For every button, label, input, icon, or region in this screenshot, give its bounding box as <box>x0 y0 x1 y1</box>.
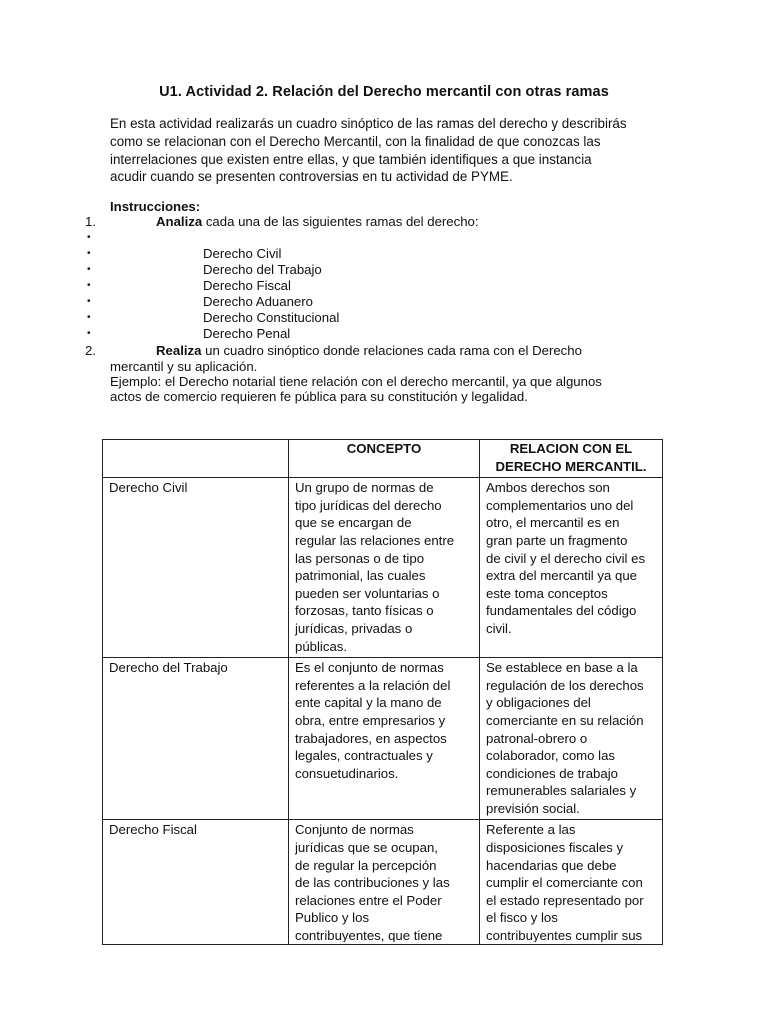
cell-line: patrimonial, las cuales <box>295 568 426 584</box>
concept-cell <box>289 478 480 658</box>
bullet-icon: • <box>87 248 91 259</box>
header-relacion-line: RELACION CON EL <box>509 441 633 456</box>
cell-line: consuetudinarios. <box>295 765 399 781</box>
cell-clip <box>109 821 282 942</box>
cell-line: contribuyentes cumplir sus <box>486 928 643 943</box>
branch-name-cell: Derecho del Trabajo <box>103 658 289 820</box>
relation-cell <box>480 478 663 658</box>
branch-label: Derecho Penal <box>203 326 291 341</box>
cell-line: de las contribuciones y las <box>295 875 450 891</box>
cell-line: Derecho Fiscal <box>109 822 197 838</box>
cell-line: Ambos derechos son <box>486 480 610 496</box>
cell-line: comerciante en su relación <box>486 712 644 728</box>
cell-clip <box>295 821 473 942</box>
intro-line: interrelaciones que existen entre ellas, y que también identifiques a que instancia <box>110 151 592 167</box>
cell-line: gran parte un fragmento <box>486 532 628 548</box>
branch-name-cell <box>103 820 289 945</box>
step-2-verb: Realiza <box>156 343 202 358</box>
header-concepto: CONCEPTO <box>289 440 480 478</box>
cell-line: el fisco y los <box>486 910 558 926</box>
cell-line: regular las relaciones entre <box>295 532 455 548</box>
page-title: U1. Actividad 2. Relación del Derecho mercantil con otras ramas <box>159 84 609 100</box>
step-1-rest: cada una de las siguientes ramas del derecho: <box>202 214 479 229</box>
cell-line: públicas. <box>295 638 348 654</box>
cell-line: y obligaciones del <box>486 695 591 711</box>
example-line: Ejemplo: el Derecho notarial tiene relación con el derecho mercantil, ya que algunos <box>110 374 602 389</box>
cell-line: de civil y el derecho civil es <box>486 550 646 566</box>
header-relacion-line: DERECHO MERCANTIL. <box>495 458 647 474</box>
cell-line: colaborador, como las <box>486 748 616 764</box>
cell-line: tipo jurídicas del derecho <box>295 497 442 513</box>
intro-line: En esta actividad realizarás un cuadro sinóptico de las ramas del derecho y describirás <box>110 116 627 131</box>
cell-line: complementarios uno del <box>486 497 634 513</box>
table-header-row <box>103 440 663 478</box>
branch-label: Derecho del Trabajo <box>203 262 322 277</box>
concept-cell <box>289 658 480 820</box>
bullet-icon: • <box>87 328 91 339</box>
cell-line: condiciones de trabajo <box>486 765 618 781</box>
cell-line: este toma conceptos <box>486 585 608 601</box>
cell-line: pueden ser voluntarias o <box>295 585 440 601</box>
cell-line: civil. <box>486 620 512 636</box>
cell-line: legales, contractuales y <box>295 748 433 764</box>
bullet-icon: • <box>87 232 91 243</box>
instructions-label: Instrucciones: <box>110 199 201 214</box>
step-2-rest: un cuadro sinóptico donde relaciones cada rama con el Derecho <box>201 343 582 358</box>
cell-line: hacendarias que debe <box>486 857 617 873</box>
cell-line: otro, el mercantil es en <box>486 515 620 531</box>
synoptic-table <box>102 439 663 945</box>
step-number: 2. <box>85 343 96 358</box>
header-relacion <box>480 440 663 478</box>
branch-label: Derecho Fiscal <box>203 278 291 293</box>
cell-line: patronal-obrero o <box>486 730 588 746</box>
cell-line: contribuyentes, que tiene <box>295 928 443 943</box>
cell-line: trabajadores, en aspectos <box>295 730 447 746</box>
cell-clip <box>486 821 656 942</box>
cell-line: Conjunto de normas <box>295 822 414 838</box>
cell-line: Es el conjunto de normas <box>295 660 444 676</box>
cell-line: previsión social. <box>486 800 580 816</box>
table-row <box>103 820 663 945</box>
table-row <box>103 658 663 820</box>
branch-label: Derecho Civil <box>203 246 282 261</box>
cell-line: las personas o de tipo <box>295 550 425 566</box>
cell-line: Se establece en base a la <box>486 660 638 676</box>
branch-name-cell: Derecho Civil <box>103 478 289 658</box>
intro-line: como se relacionan con el Derecho Mercantil, con la finalidad de que conozcas las <box>110 133 601 149</box>
bullet-icon: • <box>87 264 91 275</box>
cell-line: obra, entre empresarios y <box>295 712 446 728</box>
cell-line: extra del mercantil ya que <box>486 568 637 584</box>
header-cell-empty <box>103 440 289 478</box>
bullet-icon: • <box>87 312 91 323</box>
relation-cell <box>480 658 663 820</box>
cell-line: relaciones entre el Poder <box>295 892 442 908</box>
cell-line: forzosas, tanto físicas o <box>295 603 434 619</box>
cell-line: de regular la percepción <box>295 857 437 873</box>
step-2-continuation: mercantil y su aplicación. <box>110 359 258 374</box>
cell-line: que se encargan de <box>295 515 412 531</box>
cell-line: regulación de los derechos <box>486 677 644 693</box>
step-2-text <box>156 343 582 359</box>
step-number: 1. <box>85 214 96 229</box>
cell-line: ente capital y la mano de <box>295 695 442 711</box>
branch-label: Derecho Aduanero <box>203 294 313 309</box>
cell-line: jurídicas, privadas o <box>295 620 413 636</box>
cell-line: jurídicas que se ocupan, <box>295 840 438 856</box>
cell-line: fundamentales del código <box>486 603 637 619</box>
cell-line: Un grupo de normas de <box>295 480 434 496</box>
example-line: actos de comercio requieren fe pública para su constitución y legalidad. <box>110 389 528 404</box>
bullet-icon: • <box>87 296 91 307</box>
cell-line: Publico y los <box>295 910 370 926</box>
step-1-verb: Analiza <box>156 214 203 229</box>
cell-line: cumplir el comerciante con <box>486 875 643 891</box>
concept-cell <box>289 820 480 945</box>
cell-line: Referente a las <box>486 822 576 838</box>
relation-cell <box>480 820 663 945</box>
cell-line: remunerables salariales y <box>486 783 637 799</box>
step-1-text <box>156 214 479 230</box>
intro-line: acudir cuando se presenten controversias en tu actividad de PYME. <box>110 169 513 185</box>
cell-line: el estado representado por <box>486 892 644 908</box>
bullet-icon: • <box>87 280 91 291</box>
cell-line: referentes a la relación del <box>295 677 451 693</box>
branch-label: Derecho Constitucional <box>203 310 340 325</box>
intro-paragraph <box>110 115 680 186</box>
table-row <box>103 478 663 658</box>
cell-line: disposiciones fiscales y <box>486 840 624 856</box>
